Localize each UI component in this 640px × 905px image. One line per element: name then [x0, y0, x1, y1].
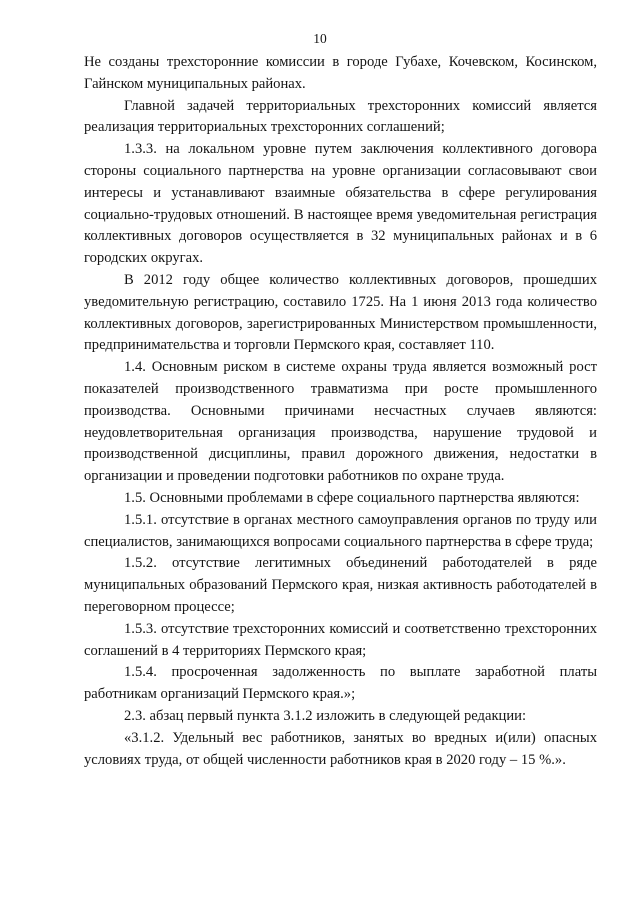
paragraph-10: 1.5.4. просроченная задолженность по выплате заработной платы работникам организаций Пермского края.»; — [84, 664, 597, 703]
paragraph-11: 2.3. абзац первый пункта 3.1.2 изложить в следующей редакции: — [124, 707, 527, 724]
paragraph-2: Главной задачей территориальных трехсторонних комиссий является реализация территориальных трехсторонних соглашений; — [84, 97, 597, 136]
paragraph-8: 1.5.2. отсутствие легитимных объединений работодателей в ряде муниципальных образований Пермского края, низкая активность работодателей в переговорном процессе; — [84, 555, 597, 615]
paragraph-6: 1.5. Основными проблемами в сфере социального партнерства являются: — [124, 489, 580, 506]
paragraph-12: «3.1.2. Удельный вес работников, занятых во вредных и(или) опасных условиях труда, от общей численности работников края в 2020 году – 15 %.». — [84, 729, 597, 768]
paragraph-4: В 2012 году общее количество коллективных договоров, прошедших уведомительную регистрацию, составило 1725. На 1 июня 2013 года количество коллективных договоров, зарегистрированных Министерством промышленности, предпринимательства и торговли Пермского края, составляет 110. — [84, 271, 597, 354]
document-body — [84, 52, 597, 771]
paragraph-7: 1.5.1. отсутствие в органах местного самоуправления органов по труду или специалистов, занимающихся вопросами социального партнерства в сфере труда; — [84, 511, 597, 550]
paragraph-1: Не созданы трехсторонние комиссии в городе Губахе, Кочевском, Косинском, Гайнском муниципальных районах. — [84, 54, 597, 92]
page-number: 10 — [313, 31, 327, 46]
paragraph-9: 1.5.3. отсутствие трехсторонних комиссий и соответственно трехсторонних соглашений в 4 территориях Пермского края; — [84, 620, 597, 659]
paragraph-5: 1.4. Основным риском в системе охраны труда является возможный рост показателей производственного травматизма при росте промышленного производства. Основными причинами несчастных случаев являются: неудовлетворительная организация производства, нарушение трудовой и производственной дисциплины, правил дорожного движения, недостатки в организации и проведении подготовки работников по охране труда. — [84, 359, 597, 485]
paragraph-3: 1.3.3. на локальном уровне путем заключения коллективного договора стороны социального партнерства на уровне организации согласовывают свои интересы и устанавливают взаимные обязательства в сфере регулирования социально-трудовых отношений. В настоящее время уведомительная регистрация коллективных договоров осуществляется в 32 муниципальных районах и в 6 городских округах. — [84, 141, 597, 267]
